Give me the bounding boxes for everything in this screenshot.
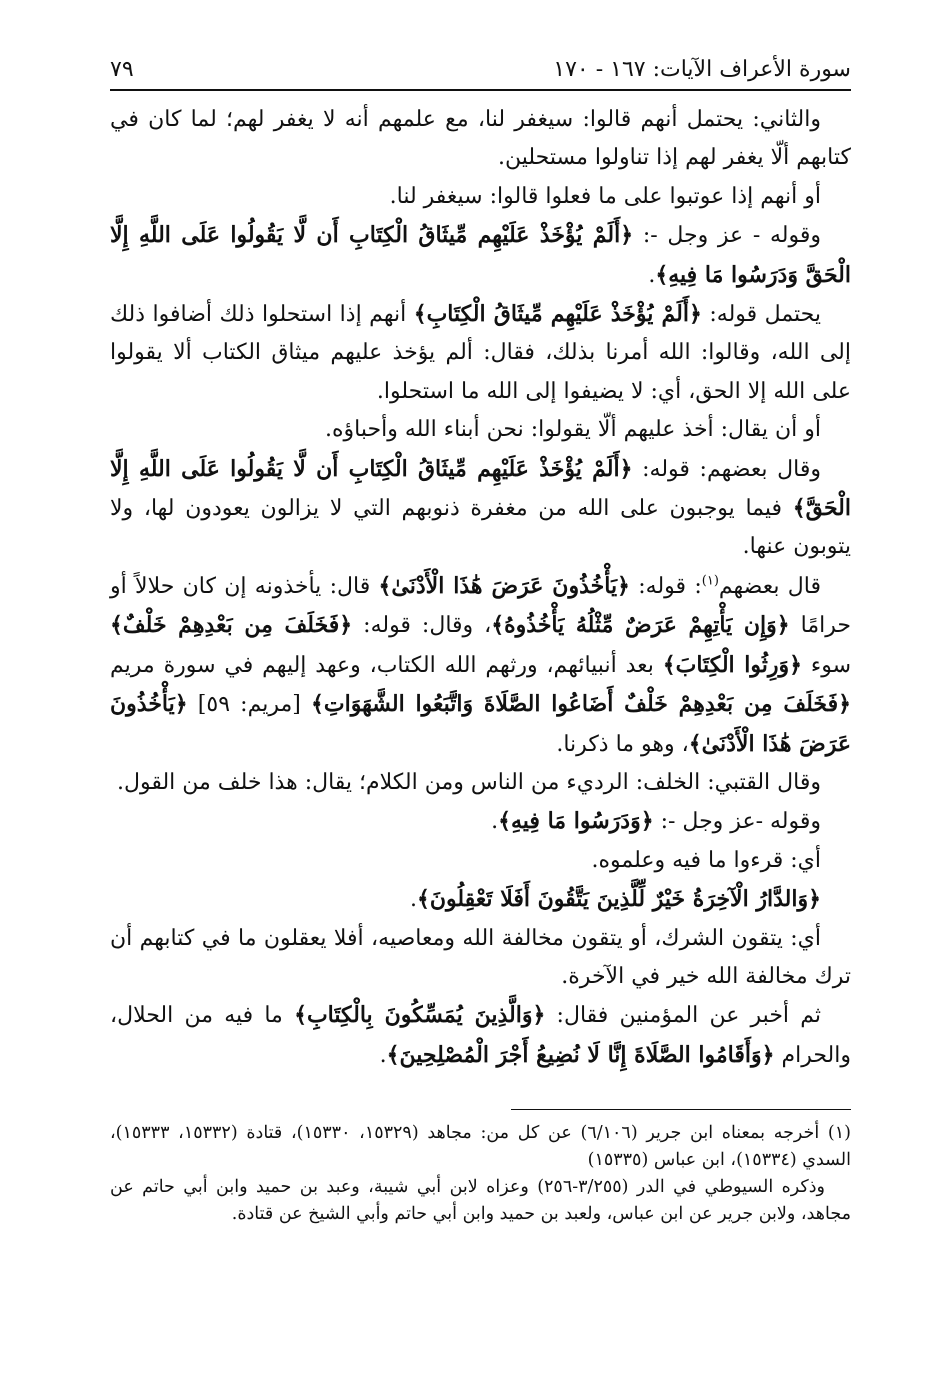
text-run: ما فيه من الحلال، والحرام	[110, 1003, 851, 1068]
text-run: : قوله:	[629, 573, 702, 599]
quran-verse: ﴿وَالَّذِينَ يُمَسِّكُونَ بِالْكِتَابِ﴾	[294, 1002, 546, 1029]
text-run: ثم أخبر عن المؤمنين فقال:	[545, 1003, 822, 1029]
paragraph-10: أي: قرءوا ما فيه وعلموه.	[591, 847, 821, 873]
paragraph-4	[110, 295, 851, 411]
text-run: وقال بعضهم: قوله:	[632, 456, 822, 482]
quran-verse: ﴿يَأْخُذُونَ عَرَضَ هَٰذَا الْأَدْنَىٰ﴾	[378, 572, 630, 599]
text-run: وقوله - عز وجل -:	[633, 223, 821, 249]
text-run: .	[491, 809, 499, 835]
text-run: ، وهو ما ذكرنا.	[556, 731, 689, 757]
page-header	[110, 55, 851, 91]
text-run: فيما يوجبون على الله من مغفرة ذنوبهم التي لا يزالون يعودون لها، ولا يتوبون عنها.	[110, 496, 851, 560]
quran-verse: ﴿وَدَرَسُوا مَا فِيهِ﴾	[498, 808, 654, 835]
text-run: أنهم إذا استحلوا ذلك أضافوا ذلك إلى الله، وقالوا: الله أمرنا بذلك، فقال: ألم يؤخذ عليهم ميثاق الكتاب ألا يقولوا على الله إلا الحق، أي: لا يضيفوا إلى الله ما استحلوا.	[110, 302, 851, 404]
quran-verse: ﴿أَلَمْ يُؤْخَذْ عَلَيْهِم مِّيثَاقُ الْكِتَابِ أَن لَّا يَقُولُوا عَلَى اللَّهِ إِلَّا الْحَقَّ وَدَرَسُوا مَا فِيهِ﴾	[110, 222, 851, 288]
paragraph-13	[110, 996, 851, 1075]
paragraph-3	[110, 216, 851, 295]
paragraph-7	[110, 567, 851, 764]
footnote-marker: (١)	[701, 573, 719, 589]
main-text	[110, 101, 851, 1075]
paragraph-9	[110, 802, 851, 841]
text-run: ، وقال: قوله:	[352, 613, 492, 639]
text-run: بعد أنبيائهم، ورثهم الله الكتاب، وعهد إليهم في سورة مريم	[110, 652, 663, 678]
page-number: ٧٩	[110, 57, 134, 82]
quran-verse: ﴿وَأَقَامُوا الصَّلَاةَ إِنَّا لَا نُضِيعُ أَجْرَ الْمُصْلِحِينَ﴾	[386, 1041, 775, 1068]
paragraph-6	[110, 450, 851, 567]
quran-verse: ﴿وَرِثُوا الْكِتَابَ﴾	[662, 651, 802, 678]
paragraph-8: وقال القتبي: الخلف: الرديء من الناس ومن الكلام؛ يقال: هذا خلف من القول.	[116, 769, 821, 795]
book-page	[110, 55, 851, 1228]
footnote-1-continued: وذكره السيوطي في الدر (٣/٢٥٥-٢٥٦) وعزاه لابن أبي شيبة، وعبد بن حميد وابن أبي حاتم عن مجاهد، ولابن جرير عن ابن عباس، ولعبد بن حميد وابن أبي حاتم وأبي الشيخ عن قتادة.	[110, 1177, 851, 1225]
quran-verse: ﴿فَخَلَفَ مِن بَعْدِهِمْ خَلْفٌ أَضَاعُوا الصَّلَاةَ وَاتَّبَعُوا الشَّهَوَاتِ﴾	[311, 691, 851, 718]
quran-verse: ﴿فَخَلَفَ مِن بَعْدِهِمْ خَلْفٌ﴾	[110, 612, 353, 639]
text-run: سوء	[801, 652, 852, 678]
text-run: يحتمل قوله:	[701, 302, 822, 328]
text-run: قال بعضهم	[718, 573, 821, 599]
text-run: .	[409, 887, 417, 913]
text-run: .	[648, 262, 656, 288]
footnotes	[110, 1120, 851, 1228]
quran-verse: ﴿أَلَمْ يُؤْخَذْ عَلَيْهِم مِّيثَاقُ الْكِتَابِ أَن لَّا يَقُولُوا عَلَى اللَّهِ إِلَّا الْحَقَّ﴾	[110, 455, 851, 522]
quran-verse: ﴿وَالدَّارُ الْآخِرَةُ خَيْرٌ لِّلَّذِينَ يَتَّقُونَ أَفَلَا تَعْقِلُونَ﴾	[416, 886, 821, 913]
running-title: سورة الأعراف الآيات: ١٦٧ - ١٧٠	[553, 57, 851, 82]
quran-verse: ﴿يَأْخُذُونَ عَرَضَ هَٰذَا الْأَدْنَىٰ﴾	[110, 691, 851, 757]
footnote-1: (١) أخرجه بمعناه ابن جرير (٦/١٠٦) عن كل من: مجاهد (١٥٣٢٩، ١٥٣٣٠)، قتادة (١٥٣٣٢، ١٥٣٣٣)، السدي (١٥٣٣٤)، ابن عباس (١٥٣٣٥)	[110, 1123, 851, 1171]
text-run: .	[379, 1042, 387, 1068]
paragraph-1: والثاني: يحتمل أنهم قالوا: سيغفر لنا، مع علمهم أنه لا يغفر لهم؛ لما كان في كتابهم ألّا يغفر لهم إذا تناولوا مستحلين.	[110, 107, 851, 171]
quran-verse: ﴿أَلَمْ يُؤْخَذْ عَلَيْهِم مِّيثَاقُ الْكِتَابِ﴾	[413, 301, 702, 328]
text-run: وقوله -عز وجل -:	[653, 809, 821, 835]
paragraph-5: أو أن يقال: أخذ عليهم ألّا يقولوا: نحن أبناء الله وأحباؤه.	[325, 417, 821, 443]
paragraph-12: أي: يتقون الشرك، أو يتقون مخالفة الله ومعاصيه، أفلا يعقلون ما في كتابهم أن ترك مخالفة الله خير في الآخرة.	[110, 925, 851, 989]
footnote-divider	[511, 1109, 851, 1110]
quran-verse: ﴿وَإِن يَأْتِهِمْ عَرَضٌ مِّثْلُهُ يَأْخُذُوهُ﴾	[491, 612, 790, 639]
text-run: قال: يأخذونه إن كان حلالاً أو حرامًا	[110, 573, 851, 639]
paragraph-2: أو أنهم إذا عوتبوا على ما فعلوا قالوا: سيغفر لنا.	[389, 183, 821, 209]
paragraph-11	[110, 880, 851, 919]
text-run: [مريم: ٥٩]	[187, 692, 312, 718]
